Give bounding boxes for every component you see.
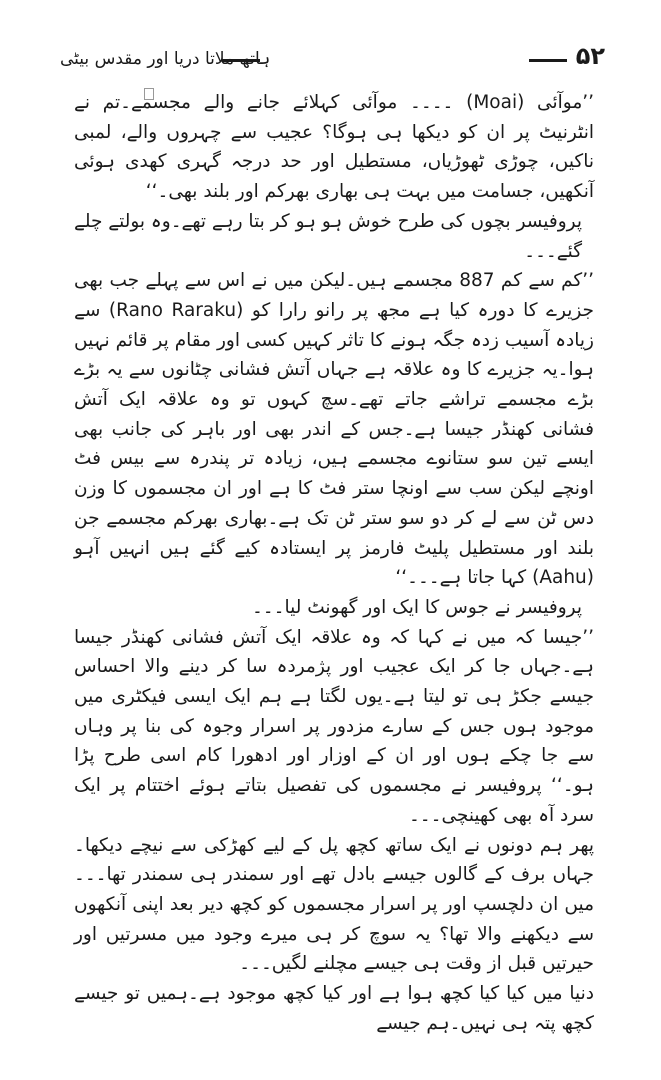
- running-title: ہاتھ ملاتا دریا اور مقدس بیٹی: [60, 49, 271, 69]
- paragraph: ’’جیسا کہ میں نے کہا کہ وہ علاقہ ایک آتش فشانی کھنڈر جیسا ہے۔جہاں جا کر ایک عجیب اور پژمردہ سا کر دینے والا احساس جیسے جکڑ ہی تو لیتا ہے۔یوں لگتا ہے ہم ایک ایسی فیکٹری میں موجود ہوں جس کے سارے مزدور پر اسرار وجوہ کی بنا پر وہاں سے جا چکے ہوں اور ان کے اوزار اور ادھورا کام اسی طرح پڑا ہو۔‘‘ پروفیسر نے مجسموں کی تفصیل بتاتے ہوئے اختتام پر ایک سرد آہ بھی کھینچی۔۔۔: [74, 626, 594, 826]
- paragraph: پروفیسر بچوں کی طرح خوش ہو ہو کر بتا رہے تھے۔وہ بولتے چلے گئے۔۔۔: [74, 210, 582, 262]
- page-body: [74, 88, 594, 1039]
- paragraph: پھر ہم دونوں نے ایک ساتھ کچھ پل کے لیے کھڑکی سے نیچے دیکھا۔جہاں برف کے گالوں جیسے بادل تھے اور سمندر ہی سمندر تھا۔۔۔ میں ان دلچسپ اور پر اسرار مجسموں کو کچھ دیر بعد اپنی آنکھوں سے دیکھنے والا تھا؟ یہ سوچ کر ہی میرے وجود میں مسرتیں اور حیرتیں قبل از وقت ہی جیسے مچلنے لگیں۔۔۔: [74, 834, 594, 975]
- page-number: ۵۲: [575, 42, 605, 70]
- paragraph: پروفیسر نے جوس کا ایک اور گھونٹ لیا۔۔۔: [251, 596, 582, 618]
- paragraph: ’’کم سے کم 887 مجسمے ہیں۔لیکن میں نے اس سے پہلے جب بھی جزیرے کا دورہ کیا ہے مجھ پر رانو رارا کو (Rano Raraku) سے زیادہ آسیب زدہ جگہ ہونے کا تاثر کہیں کسی اور مقام پر قائم نہیں ہوا۔یہ جزیرے کا وہ علاقہ ہے جہاں آتش فشانی چٹانوں سے یہ بڑے بڑے مجسمے تراشے جاتے تھے۔سچ کہوں تو وہ علاقہ ایک آتش فشانی کھنڈر جیسا ہے۔جس کے اندر بھی اور باہر کی جانب بھی ایسے تین سو ستانوے مجسمے ہیں، زیادہ تر پندرہ سے بیس فٹ اونچے لیکن سب سے اونچا ستر فٹ کا ہے اور ان مجسموں کا وزن دس ٹن سے لے کر دو سو ستر ٹن تک ہے۔بھاری بھرکم مجسمے جن بلند اور مستطیل پلیٹ فارمز پر ایستادہ کیے گئے ہیں انہیں آہو (Aahu) کہا جاتا ہے۔۔۔‘‘: [74, 270, 594, 589]
- page-number-dash: [529, 59, 567, 62]
- page-header: [60, 40, 605, 76]
- paragraph: دنیا میں کیا کیا کچھ ہوا ہے اور کیا کچھ موجود ہے۔ہمیں تو جیسے کچھ پتہ ہی نہیں۔ہم جیسے: [74, 983, 594, 1034]
- paragraph: ’’موآئی (Moai) ۔۔۔۔ موآئی کہلائے جانے والے مجسمے۔تم نے انٹرنیٹ پر ان کو دیکھا ہی ہوگا؟ عجیب سے چہروں والے، لمبی ناکیں، چوڑی ٹھوڑیاں، مستطیل اور حد درجہ گہری کھدی ہوئی آنکھیں، جسامت میں بہت ہی بھاری بھرکم اور بلند بھی۔‘‘: [74, 92, 594, 203]
